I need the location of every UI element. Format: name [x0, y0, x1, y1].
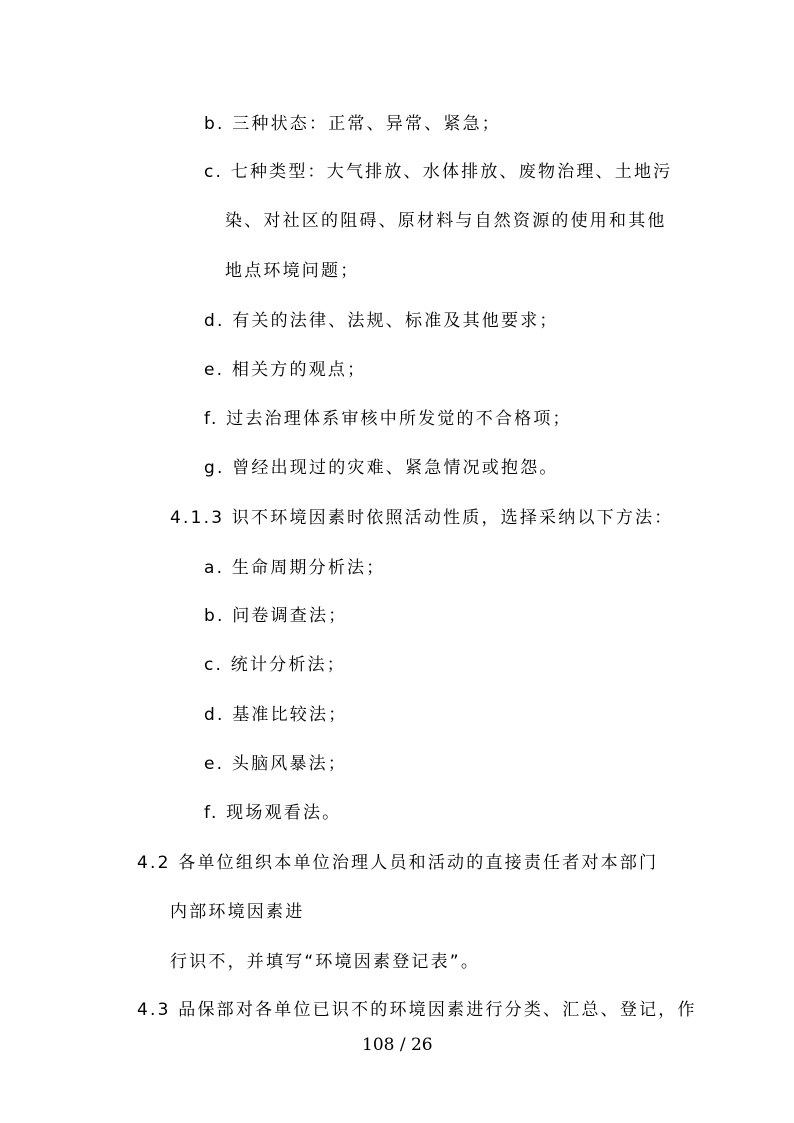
method-item-c: c. 统计分析法；	[204, 655, 346, 675]
section-4-3-paragraph: 4.3 品保部对各单位已识不的环境因素进行分类、汇总、登记，作	[137, 1000, 697, 1020]
page-number: 108 / 26	[362, 1035, 433, 1055]
list-item-c-types-cont-2: 地点环境问题；	[225, 261, 360, 281]
list-item-f-nonconformities: f. 过去治理体系审核中所发觉的不合格项；	[204, 409, 572, 429]
section-4-2-paragraph-cont-2: 行识不，并填写“环境因素登记表”。	[170, 952, 481, 972]
section-4-2-paragraph: 4.2 各单位组织本单位治理人员和活动的直接责任者对本部门	[137, 853, 659, 873]
section-4-1-3-heading: 4.1.3 识不环境因素时依照活动性质，选择采纳以下方法：	[170, 508, 674, 528]
list-item-c-types: c. 七种类型：大气排放、水体排放、废物治理、土地污	[204, 162, 673, 182]
list-item-b-states: b. 三种状态：正常、异常、紧急；	[204, 114, 501, 134]
list-item-c-types-cont-1: 染、对社区的阻碍、原材料与自然资源的使用和其他	[225, 211, 667, 231]
method-item-e: e. 头脑风暴法；	[204, 754, 348, 774]
list-item-e-views: e. 相关方的观点；	[204, 360, 367, 380]
method-item-a: a. 生命周期分析法；	[204, 558, 386, 578]
method-item-b: b. 问卷调查法；	[204, 606, 348, 626]
method-item-f: f. 现场观看法。	[204, 803, 342, 823]
section-4-2-paragraph-cont-1: 内部环境因素进	[170, 902, 305, 922]
list-item-d-laws: d. 有关的法律、法规、标准及其他要求；	[204, 311, 559, 331]
list-item-g-incidents: g. 曾经出现过的灾难、紧急情况或抱怨。	[204, 458, 559, 478]
method-item-d: d. 基准比较法；	[204, 705, 348, 725]
